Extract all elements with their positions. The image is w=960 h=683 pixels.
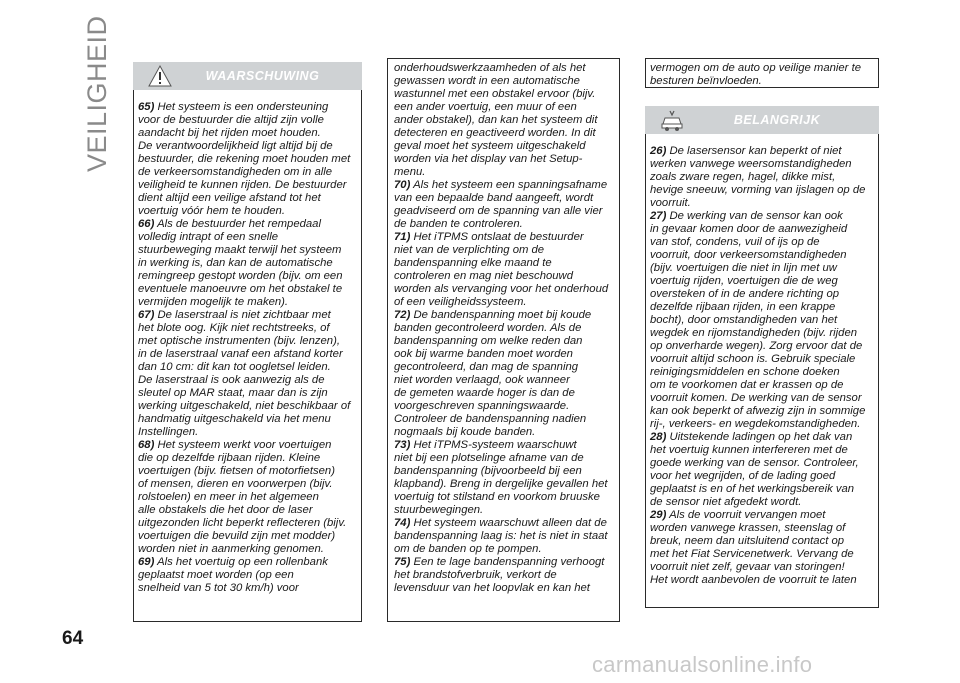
line-text: voor het wegrijden, of de lading goed — [650, 470, 836, 482]
line-text: Het systeem waarschuwt alleen dat de — [413, 517, 607, 529]
text-line — [138, 426, 350, 439]
text-line — [138, 231, 350, 244]
line-text: stuurbewegingen. — [394, 504, 484, 516]
text-line — [138, 569, 350, 582]
text-line — [394, 62, 608, 75]
text-line — [394, 218, 608, 231]
line-text: worden niet in aanmerking genomen. — [138, 543, 324, 555]
text-line — [650, 275, 865, 288]
note-number: 68) — [138, 439, 155, 451]
line-text: in werking is, dan kan de automatische — [138, 257, 333, 269]
text-line — [138, 348, 350, 361]
text-line — [394, 270, 608, 283]
line-text: De bandenspanning moet bij koude — [413, 309, 592, 321]
text-line — [650, 561, 865, 574]
text-line — [650, 184, 865, 197]
text-line — [394, 582, 608, 595]
text-line — [394, 244, 608, 257]
note-number: 27) — [650, 210, 667, 222]
line-text: De laserstraal is ook aanwezig als de — [138, 374, 325, 386]
line-text: kan ook beperkt of afwezig zijn in sommige — [650, 405, 866, 417]
text-line — [138, 413, 350, 426]
text-line — [138, 309, 350, 322]
line-text: met optische instrumenten (bijv. lenzen), — [138, 335, 340, 347]
line-text: bandenspanning om welke reden dan — [394, 335, 583, 347]
text-line — [650, 301, 865, 314]
text-line — [138, 101, 350, 114]
line-text: hevige sneeuw, vorming van ijslagen op de — [650, 184, 866, 196]
text-line — [138, 504, 350, 517]
line-text: ander obstakel), dan kan het systeem dit — [394, 114, 598, 126]
line-text: snelheid van 5 tot 30 km/h) voor — [138, 582, 299, 594]
line-text: wastunnel met een obstakel ervoor (bijv. — [394, 88, 596, 100]
text-line — [650, 62, 861, 75]
line-text: remingreep gestopt worden (bijv. om een — [138, 270, 343, 282]
text-line — [138, 387, 350, 400]
important-banner — [645, 106, 879, 134]
text-line — [138, 530, 350, 543]
line-text: Het iTPMS-systeem waarschuwt — [413, 439, 577, 451]
text-line — [138, 452, 350, 465]
line-text: breuk, neem dan uitsluitend contact op — [650, 535, 845, 547]
text-line — [394, 504, 608, 517]
line-text: Uitstekende ladingen op het dak van — [669, 431, 853, 443]
line-text: nogmaals bij koude banden. — [394, 426, 536, 438]
line-text: voertuig rijden, voertuigen die de weg — [650, 275, 838, 287]
line-text: voertuig vóór hem te houden. — [138, 205, 285, 217]
text-line — [394, 257, 608, 270]
line-text: of mensen, dieren en voorwerpen (bijv. — [138, 478, 333, 490]
text-line — [138, 166, 350, 179]
line-text: dan 10 cm: dit kan tot oogletsel leiden. — [138, 361, 331, 373]
text-line — [394, 426, 608, 439]
line-text: gecontroleerd, dan mag de spanning — [394, 361, 579, 373]
line-text: stuurbeweging maakt terwijl het systeem — [138, 244, 342, 256]
line-text: worden via het display van het Setup- — [394, 153, 583, 165]
text-line — [394, 114, 608, 127]
text-line — [650, 405, 865, 418]
line-text: De laserstraal is niet zichtbaar met — [157, 309, 331, 321]
text-line — [138, 257, 350, 270]
line-text: besturen beïnvloeden. — [650, 75, 762, 87]
line-text: van een bepaalde band aangeeft, wordt — [394, 192, 594, 204]
text-line — [394, 335, 608, 348]
line-text: voertuigen die bevuild zijn met modder) — [138, 530, 336, 542]
line-text: reinigingsmiddelen en schone doeken — [650, 366, 840, 378]
line-text: oversteken of in de andere richting op — [650, 288, 840, 300]
line-text: gewassen wordt in een automatische — [394, 75, 580, 87]
note-number: 71) — [394, 231, 411, 243]
text-line — [650, 444, 865, 457]
line-text: voertuigen (bijv. fietsen of motorfietsen) — [138, 465, 335, 477]
line-text: sleutel op MAR staat, maar dan is zijn — [138, 387, 328, 399]
note-number: 73) — [394, 439, 411, 451]
text-line — [138, 335, 350, 348]
note-number: 65) — [138, 101, 155, 113]
line-text: Het systeem is een ondersteuning — [157, 101, 329, 113]
text-line — [650, 262, 865, 275]
line-text: De verantwoordelijkheid ligt altijd bij de — [138, 140, 333, 152]
text-line — [394, 88, 608, 101]
line-text: De lasersensor kan beperkt of niet — [669, 145, 842, 157]
line-text: wegdek en rijomstandigheden (bijv. rijden — [650, 327, 858, 339]
line-text: Het iTPMS ontslaat de bestuurder — [413, 231, 584, 243]
line-text: rij-, verkeers- en wegdekomstandigheden. — [650, 418, 861, 430]
page-number: 64 — [62, 628, 84, 649]
line-text: handmatig uitgeschakeld via het menu — [138, 413, 331, 425]
text-line — [138, 322, 350, 335]
text-line — [138, 127, 350, 140]
important-banner-label: BELANGRIJK — [733, 113, 821, 127]
line-text: veiligheid te kunnen rijden. De bestuurder — [138, 179, 347, 191]
note-number: 72) — [394, 309, 411, 321]
text-line — [394, 127, 608, 140]
note-number: 26) — [650, 145, 667, 157]
line-text: voorruit komen. De werking van de sensor — [650, 392, 862, 404]
text-line — [394, 348, 608, 361]
text-line — [394, 543, 608, 556]
text-line — [394, 283, 608, 296]
line-text: detecteren en geactiveerd worden. In dit — [394, 127, 596, 139]
warning-banner-label: WAARSCHUWING — [205, 69, 320, 83]
text-line — [394, 166, 608, 179]
text-line — [650, 236, 865, 249]
line-text: de sensor niet afgedekt wordt. — [650, 496, 802, 508]
text-line — [138, 465, 350, 478]
line-text: in de laserstraal vanaf een afstand korter — [138, 348, 343, 360]
text-line — [650, 75, 861, 88]
text-line — [650, 314, 865, 327]
line-text: de verkeersomstandigheden om in alle — [138, 166, 333, 178]
line-text: geplaatst is en of het werkingsbereik van — [650, 483, 855, 495]
line-text: Een te lage bandenspanning verhoogt — [413, 556, 605, 568]
text-line — [138, 556, 350, 569]
text-line — [138, 153, 350, 166]
line-text: van stof, condens, vuil of ijs op de — [650, 236, 820, 248]
text-line — [394, 153, 608, 166]
text-line — [650, 145, 865, 158]
text-line — [138, 374, 350, 387]
line-text: Het wordt aanbevolen de voorruit te laten — [650, 574, 857, 586]
line-text: bandenspanning laag is: het is niet in staat — [394, 530, 608, 542]
line-text: voorgeschreven spanningswaarde. — [394, 400, 570, 412]
line-text: op onverharde wegen). Zorg ervoor dat de — [650, 340, 863, 352]
line-text: het voertuig kunnen interfereren met de — [650, 444, 848, 456]
line-text: geval moet het systeem uitgeschakeld — [394, 140, 586, 152]
line-text: banden gecontroleerd worden. Als de — [394, 322, 582, 334]
text-line — [650, 470, 865, 483]
text-line — [138, 361, 350, 374]
line-text: De werking van de sensor kan ook — [669, 210, 843, 222]
text-line — [138, 192, 350, 205]
text-line — [650, 379, 865, 392]
text-line — [650, 288, 865, 301]
text-line — [394, 491, 608, 504]
line-text: controleren en mag niet beschouwd — [394, 270, 573, 282]
text-line — [650, 340, 865, 353]
text-line — [394, 413, 608, 426]
watermark-text: carmanualsonline.info — [592, 652, 813, 677]
note-number: 75) — [394, 556, 411, 568]
line-text: Instellingen. — [138, 426, 199, 438]
line-text: die op dezelfde rijbaan rijden. Kleine — [138, 452, 321, 464]
text-line — [138, 491, 350, 504]
note-number: 69) — [138, 556, 155, 568]
text-line — [394, 361, 608, 374]
text-line — [138, 439, 350, 452]
line-text: volledig intrapt of een snelle — [138, 231, 279, 243]
text-line — [650, 418, 865, 431]
text-line — [650, 483, 865, 496]
text-line — [138, 114, 350, 127]
text-line — [138, 543, 350, 556]
line-text: geplaatst moet worden (op een — [138, 569, 294, 581]
line-text: rolstoelen) en meer in het algemeen — [138, 491, 319, 503]
text-line — [394, 517, 608, 530]
line-text: dient altijd een veilige afstand tot het — [138, 192, 321, 204]
line-text: onderhoudswerkzaamheden of als het — [394, 62, 586, 74]
line-text: voorruit altijd schoon is. Gebruik speciale — [650, 353, 856, 365]
line-text: voorruit, door verkeersomstandigheden — [650, 249, 847, 261]
text-line — [650, 574, 865, 587]
text-line — [650, 197, 865, 210]
line-text: Als het systeem een spanningsafname — [413, 179, 608, 191]
text-line — [650, 535, 865, 548]
text-line — [650, 327, 865, 340]
line-text: aandacht bij het rijden moet houden. — [138, 127, 321, 139]
note-number: 66) — [138, 218, 155, 230]
text-line — [650, 457, 865, 470]
line-text: voorruit niet zelf, gevaar van storingen! — [650, 561, 845, 573]
column-2 — [394, 62, 608, 595]
line-text: de banden te controleren. — [394, 218, 523, 230]
note-number: 28) — [650, 431, 667, 443]
line-text: voorruit. — [650, 197, 691, 209]
text-line — [394, 452, 608, 465]
line-text: voertuig tot stilstand en voorkom bruuske — [394, 491, 600, 503]
line-text: bandenspanning elke maand te — [394, 257, 552, 269]
line-text: Controleer de bandenspanning nadien — [394, 413, 587, 425]
text-line — [650, 171, 865, 184]
line-text: Als de voorruit vervangen moet — [669, 509, 826, 521]
line-text: werking uitgeschakeld, niet beschikbaar of — [138, 400, 351, 412]
line-text: een ander voertuig, een muur of een — [394, 101, 577, 113]
line-text: voor de bestuurder die altijd zijn volle — [138, 114, 324, 126]
text-line — [138, 270, 350, 283]
text-line — [394, 101, 608, 114]
text-line — [394, 75, 608, 88]
line-text: Het systeem werkt voor voertuigen — [157, 439, 332, 451]
text-line — [394, 465, 608, 478]
line-text: om de banden op te pompen. — [394, 543, 542, 555]
line-text: alle obstakels die het door de laser — [138, 504, 313, 516]
line-text: klapband). Breng in dergelijke gevallen het — [394, 478, 608, 490]
column-1 — [138, 101, 350, 595]
line-text: bocht), door omstandigheden van het — [650, 314, 838, 326]
text-line — [394, 387, 608, 400]
line-text: zoals zware regen, hagel, dikke mist, — [650, 171, 836, 183]
text-line — [138, 296, 350, 309]
line-text: om te voorkomen dat er krassen op de — [650, 379, 844, 391]
text-line — [394, 400, 608, 413]
line-text: worden vanwege krassen, steenslag of — [650, 522, 846, 534]
line-text: vermijden mogelijk te maken). — [138, 296, 289, 308]
note-number: 74) — [394, 517, 411, 529]
line-text: de gemeten waarde hoger is dan de — [394, 387, 575, 399]
text-line — [394, 179, 608, 192]
line-text: eventuele manoeuvre om het obstakel te — [138, 283, 343, 295]
line-text: of een veiligheidssysteem. — [394, 296, 527, 308]
text-line — [394, 140, 608, 153]
line-text: niet worden verlaagd, ook wanneer — [394, 374, 570, 386]
line-text: Als het voertuig op een rollenbank — [157, 556, 328, 568]
text-line — [394, 439, 608, 452]
text-line — [650, 431, 865, 444]
line-text: niet van de verplichting om de — [394, 244, 545, 256]
text-line — [138, 218, 350, 231]
line-text: bestuurder, die rekening moet houden met — [138, 153, 351, 165]
text-line — [650, 509, 865, 522]
text-line — [650, 158, 865, 171]
text-line — [394, 231, 608, 244]
text-line — [394, 374, 608, 387]
line-text: Als de bestuurder het rempedaal — [157, 218, 321, 230]
line-text: levensduur van het loopvlak en kan het — [394, 582, 590, 594]
line-text: ook bij warme banden moet worden — [394, 348, 573, 360]
column-3-top — [650, 62, 861, 88]
text-line — [138, 205, 350, 218]
text-line — [138, 400, 350, 413]
text-line — [650, 210, 865, 223]
line-text: vermogen om de auto op veilige manier te — [650, 62, 861, 74]
text-line — [650, 249, 865, 262]
text-line — [650, 522, 865, 535]
text-line — [138, 283, 350, 296]
text-line — [138, 517, 350, 530]
line-text: het brandstofverbruik, verkort de — [394, 569, 557, 581]
text-line — [650, 496, 865, 509]
text-line — [394, 569, 608, 582]
text-line — [394, 478, 608, 491]
text-line — [394, 205, 608, 218]
line-text: geadviseerd om de spanning van alle vier — [394, 205, 603, 217]
line-text: bandenspanning (bijvoorbeeld bij een — [394, 465, 582, 477]
text-line — [138, 244, 350, 257]
note-number: 67) — [138, 309, 155, 321]
warning-banner — [133, 62, 362, 90]
line-text: in gevaar komen door de aanwezigheid — [650, 223, 848, 235]
text-line — [394, 192, 608, 205]
line-text: worden als vervanging voor het onderhoud — [394, 283, 609, 295]
column-3 — [650, 145, 865, 587]
text-line — [650, 353, 865, 366]
text-line — [394, 322, 608, 335]
text-line — [394, 556, 608, 569]
section-title: VEILIGHEID — [82, 15, 112, 172]
line-text: goede werking van de sensor. Controleer, — [650, 457, 859, 469]
text-line — [650, 548, 865, 561]
line-text: dezelfde rijbaan rijden, in een krappe — [650, 301, 836, 313]
line-text: werken vanwege weersomstandigheden — [650, 158, 852, 170]
text-line — [138, 179, 350, 192]
text-line — [394, 296, 608, 309]
line-text: (bijv. voertuigen die niet in lijn met uw — [650, 262, 837, 274]
note-number: 70) — [394, 179, 411, 191]
line-text: met het Fiat Servicenetwerk. Vervang de — [650, 548, 854, 560]
note-number: 29) — [650, 509, 667, 521]
line-text: niet bij een plotselinge afname van de — [394, 452, 584, 464]
text-line — [138, 140, 350, 153]
text-line — [394, 309, 608, 322]
text-line — [650, 366, 865, 379]
line-text: uitgezonden licht beperkt reflecteren (bijv. — [138, 517, 347, 529]
text-line — [138, 478, 350, 491]
text-line — [138, 582, 350, 595]
text-line — [650, 223, 865, 236]
text-line — [650, 392, 865, 405]
line-text: menu. — [394, 166, 426, 178]
text-line — [394, 530, 608, 543]
line-text: het blote oog. Kijk niet rechtstreeks, of — [138, 322, 330, 334]
